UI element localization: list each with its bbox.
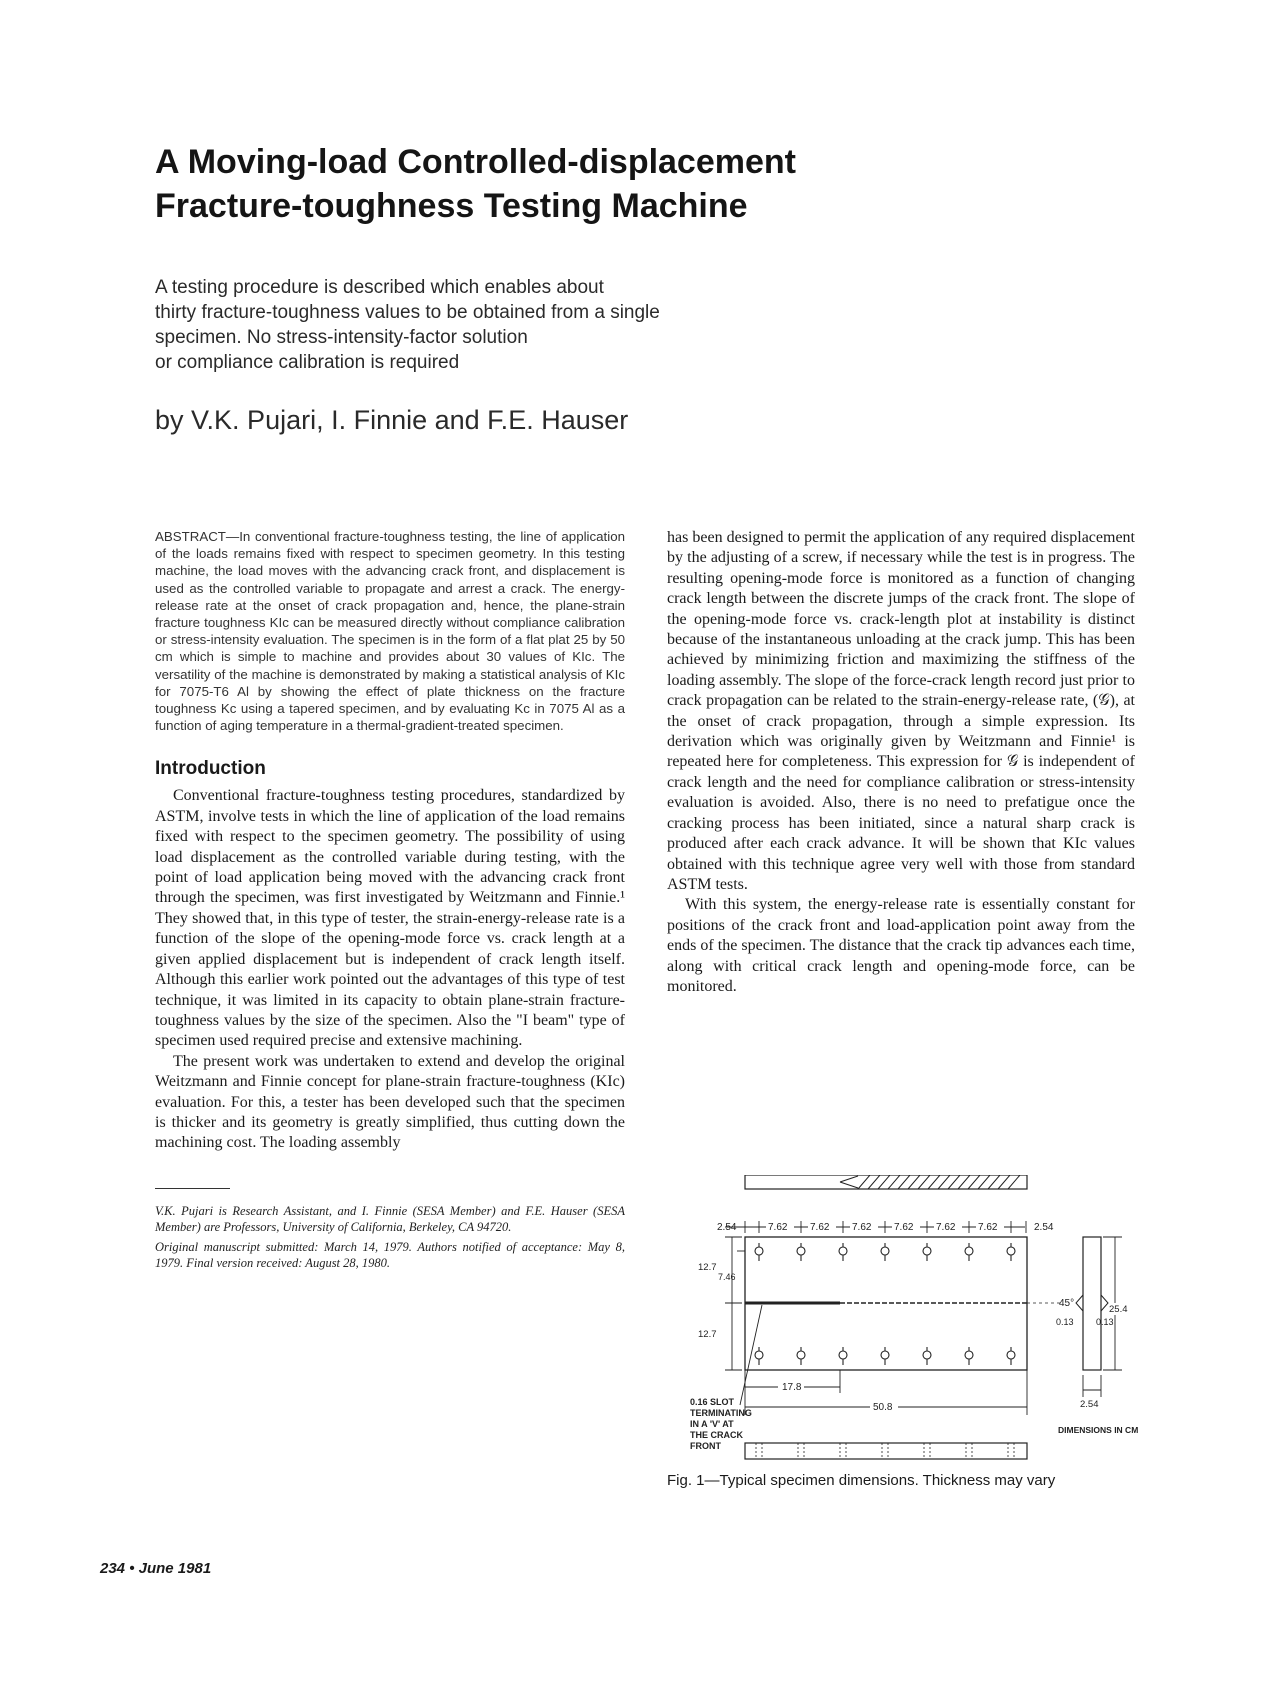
edge-view-bottom-holes — [756, 1443, 1014, 1459]
footnote-rule — [155, 1188, 230, 1189]
manuscript-dates-footnote: Original manuscript submitted: March 14, 1979. Authors notified of acceptance: May 8, 1979. Final version received: August 28, 1980. — [155, 1239, 625, 1270]
lede-line: or compliance calibration is required — [155, 352, 460, 373]
side-notch-right — [1101, 1295, 1108, 1311]
dim-lower-half: 12.7 — [698, 1329, 717, 1340]
introduction-paragraph-1: Conventional fracture-toughness testing procedures, standardized by ASTM, involve tests in which the line of application of the load remains fixed with respect to the specimen geometry. The possibility of using load displacement as the controlled variable during testing, with the point of load application being moved with the advancing crack front through the specimen, was first investigated by Weitzmann and Finnie.¹ They showed that, in this type of tester, the strain-energy-release rate is a function of the slope of the opening-mode force vs. crack length at a given applied displacement but is independent of crack length itself. Although this earlier work pointed out the advantages of this type of test technique, it was limited in its capacity to obtain plane-strain fracture-toughness values by the size of the specimen. Also the "I beam" type of specimen used required precise and extensive machining. — [155, 787, 625, 1050]
dim-total-length: 50.8 — [873, 1402, 893, 1413]
side-notch-left — [1076, 1295, 1083, 1311]
dim-pitch: 7.62 — [810, 1222, 830, 1233]
dim-pitch: 7.62 — [852, 1222, 872, 1233]
introduction-paragraph-2: The present work was undertaken to extend and develop the original Weitzmann and Finnie concept for plane-strain fracture-toughness (KIc) evaluation. For this, a tester has been developed such that the specimen is thicker and its geometry is greatly simplified, thus cutting down the machining cost. The loading assembly — [155, 1052, 625, 1152]
author-affiliation-footnote: V.K. Pujari is Research Assistant, and I. Finnie (SESA Member) and F.E. Hauser (SESA Member) are Professors, University of California, Berkeley, CA 94720. — [155, 1203, 625, 1234]
page-folio: 234 • June 1981 — [100, 1560, 212, 1577]
dim-height: 25.4 — [1109, 1304, 1128, 1315]
dim-angle: 45° — [1059, 1298, 1075, 1309]
author-byline: by V.K. Pujari, I. Finnie and F.E. Hauser — [155, 405, 629, 435]
side-view — [1083, 1237, 1101, 1370]
slot-note-line: THE CRACK — [690, 1430, 743, 1440]
left-column — [155, 528, 625, 1275]
edge-view-bottom — [745, 1443, 1027, 1459]
title-line-1: A Moving-load Controlled-displacement — [155, 143, 796, 181]
slot-note-line: 0.16 SLOT — [690, 1397, 735, 1407]
edge-view-top — [745, 1175, 1027, 1189]
units-note: DIMENSIONS IN CM — [1058, 1425, 1139, 1435]
dim-pitch: 7.62 — [768, 1222, 788, 1233]
dim-thickness: 2.54 — [1080, 1399, 1099, 1410]
dim-pitch: 7.62 — [978, 1222, 998, 1233]
lede-line: thirty fracture-toughness values to be obtained from a single — [155, 302, 660, 323]
dim-left-edge: 2.54 — [717, 1222, 737, 1233]
lede-line: A testing procedure is described which enables about — [155, 277, 604, 298]
slot-note-line: IN A 'V' AT — [690, 1419, 734, 1429]
right-column — [667, 528, 1135, 997]
lede-line: specimen. No stress-intensity-factor solution — [155, 327, 528, 348]
article-title — [155, 140, 1055, 228]
dim-half-height: 12.7 — [698, 1262, 717, 1273]
dim-pitch: 7.62 — [936, 1222, 956, 1233]
title-line-2: Fracture-toughness Testing Machine — [155, 187, 748, 225]
figure-caption: Fig. 1—Typical specimen dimensions. Thickness may vary — [667, 1472, 1056, 1489]
slot-note-line: FRONT — [690, 1441, 721, 1451]
dim-notch-depth: 0.13 — [1056, 1317, 1074, 1327]
introduction-heading: Introduction — [155, 758, 266, 780]
edge-view-hatching — [840, 1175, 1020, 1189]
dim-notch-depth-right: 0.13 — [1096, 1317, 1114, 1327]
dim-right-edge: 2.54 — [1034, 1222, 1054, 1233]
specimen-dimensions-figure — [690, 1175, 1160, 1475]
load-holes-top — [755, 1243, 1015, 1261]
load-holes-bottom — [755, 1347, 1015, 1365]
dim-pitch: 7.62 — [894, 1222, 914, 1233]
dim-offset: 7.46 — [718, 1272, 736, 1282]
left-vertical-dimensions — [725, 1237, 745, 1370]
article-lede — [155, 275, 755, 375]
slot-note-line: TERMINATING — [690, 1408, 752, 1418]
right-paragraph-1: has been designed to permit the application of any required displacement by the adjusting of a screw, if necessary while the test is in progress. The resulting opening-mode force is monitored as a function of changing crack length between the discrete jumps of the crack front. The slope of the opening-mode force vs. crack-length plot at instability is distinct because of the instantaneous unloading at the crack jump. This has been achieved by minimizing friction and maximizing the stiffness of the loading assembly. The slope of the force-crack length record just prior to crack propagation can be related to the strain-energy-release rate, (𝒢), at the onset of crack propagation, through a simple expression. Its derivation which was originally given by Weitzmann and Finnie¹ is repeated here for completeness. This expression for 𝒢 is independent of crack length and the need for compliance calibration or stress-intensity evaluation is avoided. Also, there is no need to prefatigue once the cracking process has been initiated, since a natural sharp crack is produced after each crack advance. It will be shown that KIc values obtained with this technique agree very well with those from standard ASTM tests. — [667, 529, 1135, 893]
right-paragraph-2: With this system, the energy-release rate is essentially constant for positions of the crack front and load-application point away from the ends of the specimen. The distance that the crack tip advances each time, along with critical crack length and opening-mode force, can be monitored. — [667, 896, 1135, 995]
abstract: ABSTRACT—In conventional fracture-toughness testing, the line of application of the loads remains fixed with respect to specimen geometry. In this testing machine, the load moves with the advancing crack front, and displacement is used as the controlled variable to propagate and arrest a crack. The energy-release rate at the onset of crack propagation and, hence, the plane-strain fracture toughness KIc can be measured directly without compliance calibration or stress-intensity evaluation. The specimen is in the form of a flat plat 25 by 50 cm which is simple to machine and provides about 30 values of KIc. The versatility of the machine is demonstrated by making a statistical analysis of KIc for 7075-T6 Al by showing the effect of plate thickness on the fracture toughness Kc using a tapered specimen, and by evaluating Kc in 7075 Al as a function of aging temperature in a thermal-gradient-treated specimen. — [155, 529, 625, 734]
dim-slot-length: 17.8 — [782, 1382, 802, 1393]
specimen-drawing — [690, 1175, 1160, 1475]
